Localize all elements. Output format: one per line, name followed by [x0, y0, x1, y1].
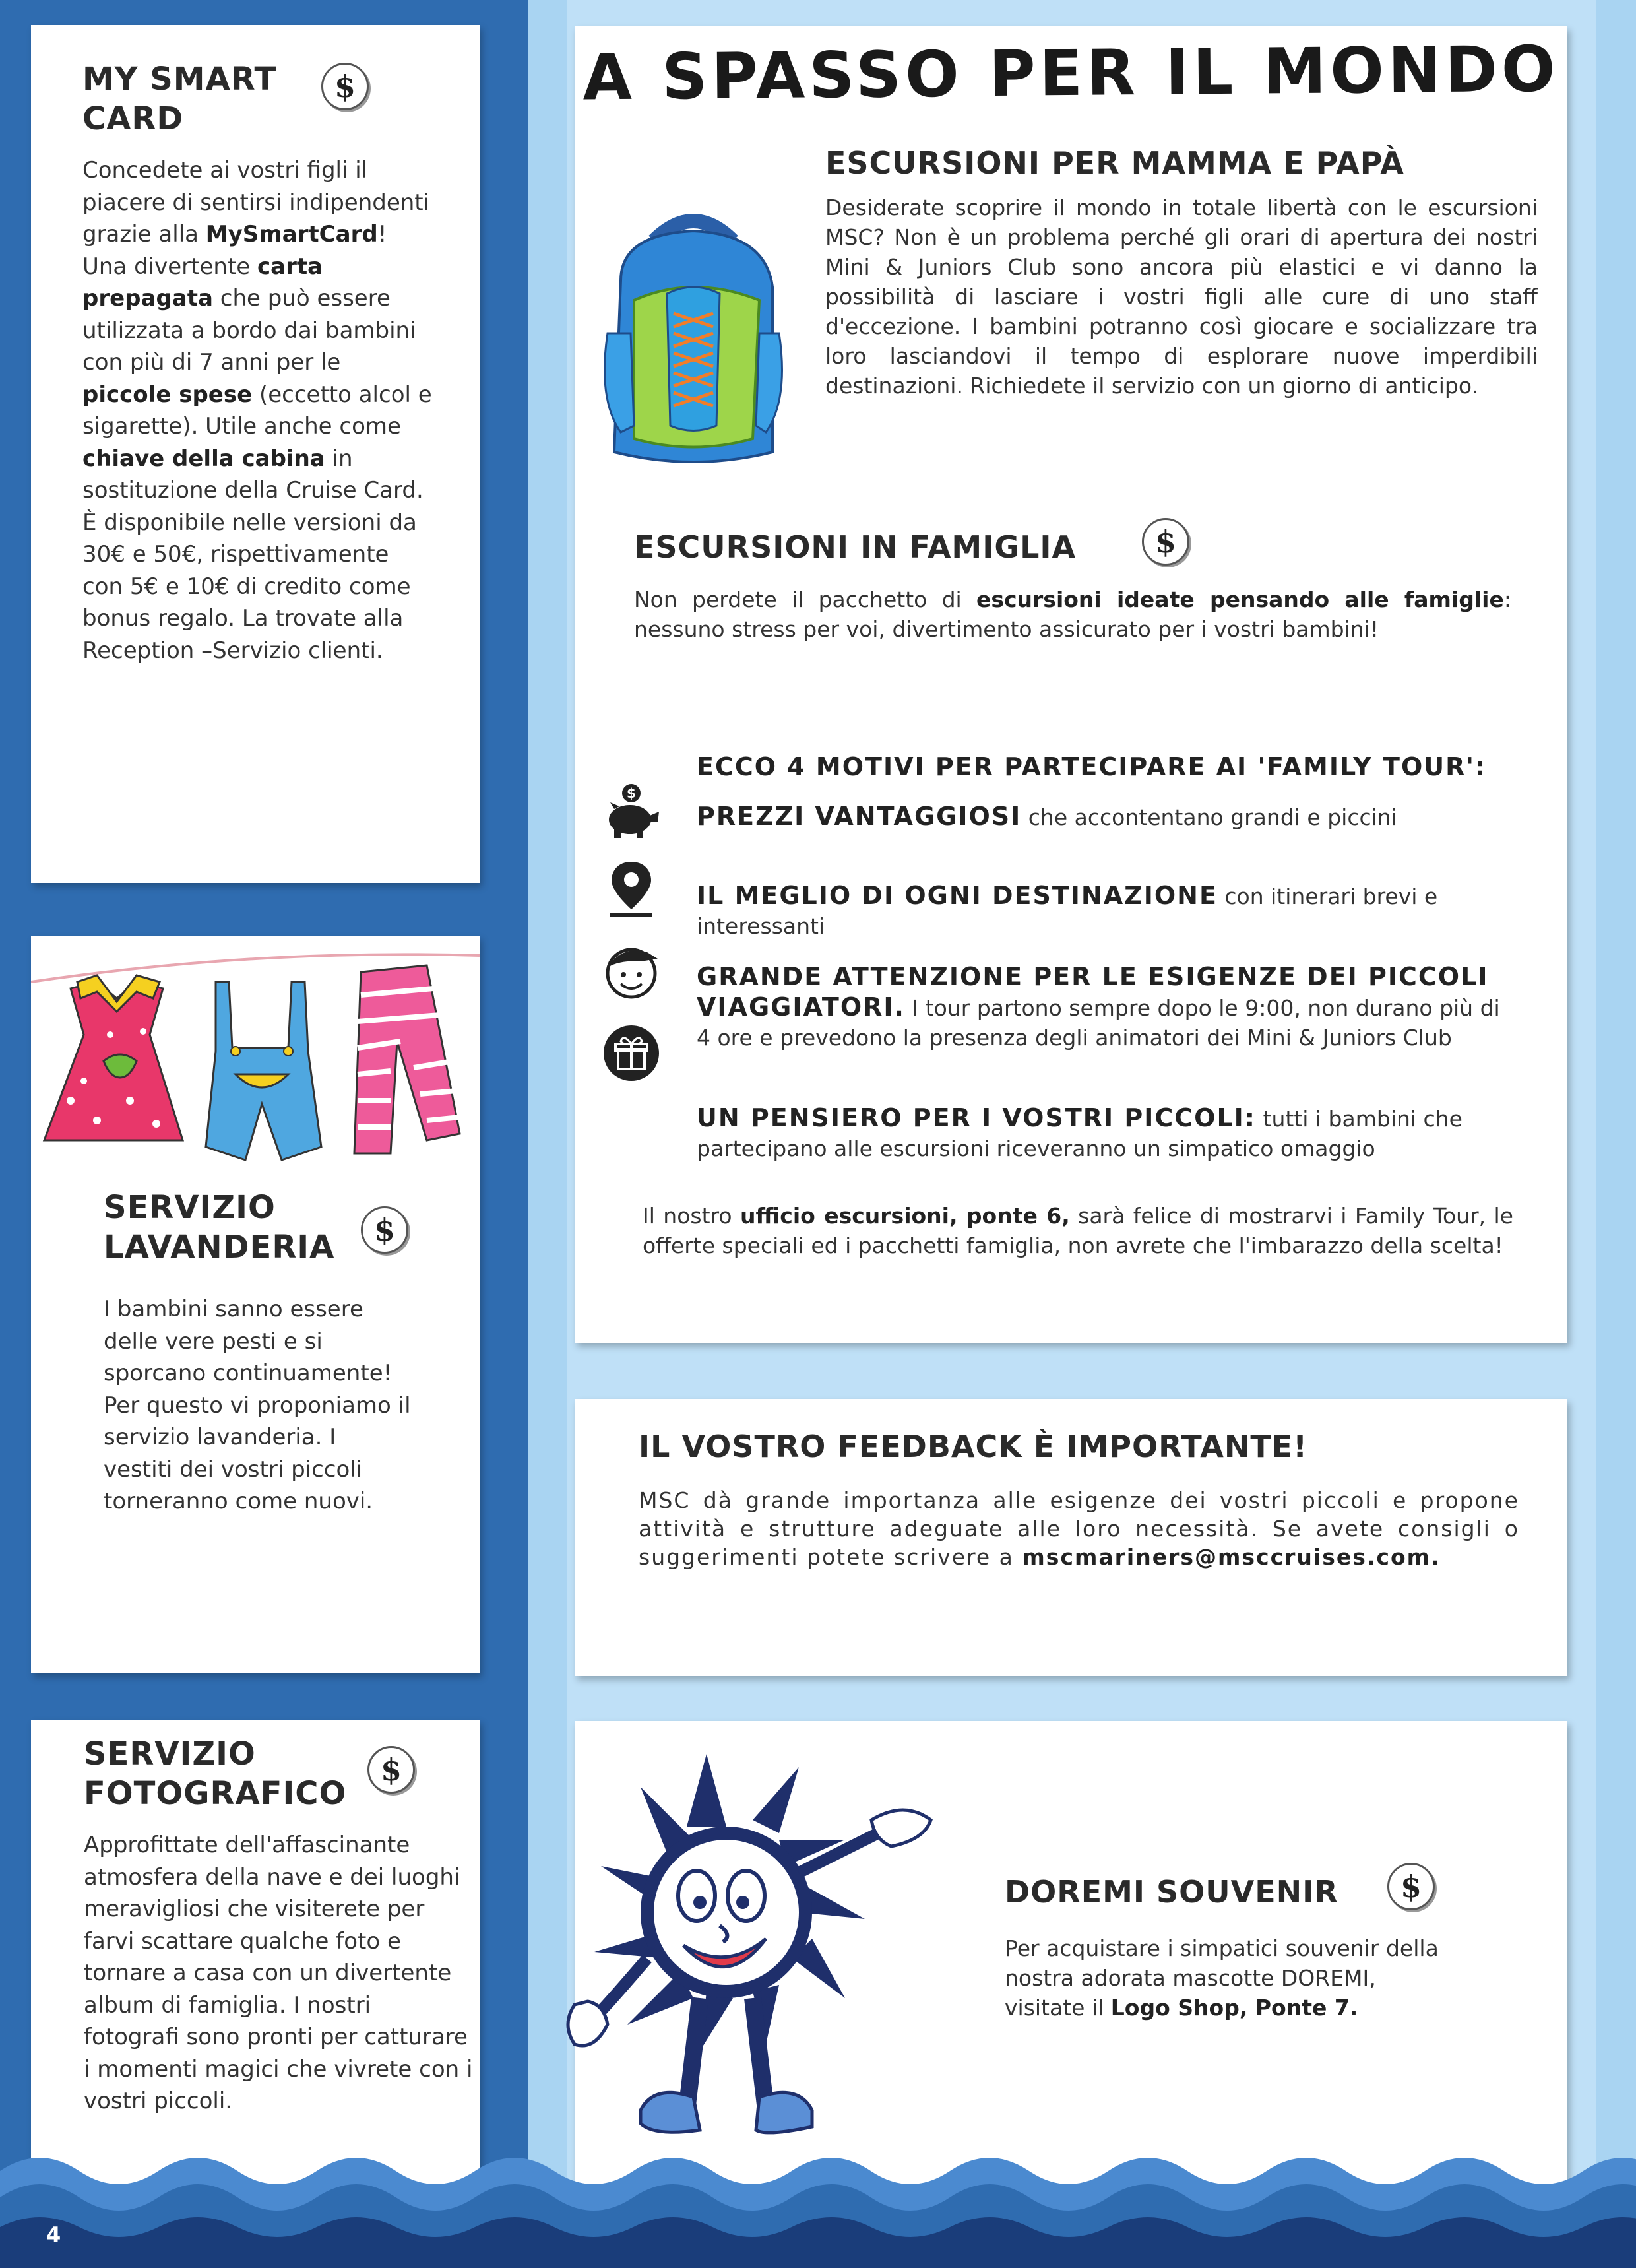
lavanderia-text — [104, 1293, 473, 1518]
text-line: Approfittate dell'affascinante — [84, 1832, 410, 1858]
overalls-illustration — [206, 982, 321, 1160]
dress-illustration — [44, 975, 183, 1140]
smart-card-title: MY SMART CARD — [82, 61, 277, 137]
text-line: vostri piccoli. — [84, 2088, 233, 2114]
text-line: chiave della cabina in — [82, 445, 353, 472]
text-line: Concedete ai vostri figli il — [82, 157, 368, 183]
ufficio-text: Il nostro ufficio escursioni, ponte 6, sarà felice di mostrarvi i Family Tour, le offerte speciali ed i pacchetti famiglia, non avrete che l'imbarazzo della scelta! — [643, 1203, 1513, 1258]
wave-footer — [0, 2145, 1636, 2268]
text-line: i momenti magici che vivrete con i — [84, 2056, 473, 2083]
fotografico-text — [84, 1829, 473, 2118]
location-pin-icon — [601, 858, 662, 919]
dollar-icon: $ — [1142, 518, 1189, 566]
dollar-icon: $ — [1387, 1863, 1435, 1910]
motivo-item: GRANDE ATTENZIONE PER LE ESIGENZE DEI PICCOLI VIAGGIATORI. I tour partono sempre dopo le 9:00, non durano più di 4 ore e prevedono la presenza degli animatori dei Mini & Juniors Club — [697, 962, 1500, 1051]
text-line: atmosfera della nave e dei luoghi — [84, 1863, 460, 1891]
motivo-item: PREZZI VANTAGGIOSI che accontentano grandi e piccini — [697, 802, 1397, 831]
smart-card-text — [82, 154, 472, 666]
clothesline-illustration — [31, 936, 480, 1186]
doremi-panel — [575, 1721, 1567, 2196]
motivo-item: IL MEGLIO DI OGNI DESTINAZIONE con itinerari brevi e interessanti — [697, 881, 1438, 939]
feedback-panel — [575, 1399, 1567, 1676]
mamma-papa-heading: ESCURSIONI PER MAMMA E PAPÀ — [825, 145, 1404, 181]
svg-text:$: $ — [627, 785, 636, 801]
motivi-heading: ECCO 4 MOTIVI PER PARTECIPARE AI 'FAMILY TOUR': — [697, 752, 1487, 781]
famiglia-text: Non perdete il pacchetto di escursioni ideate pensando alle famiglie: nessuno stress per voi, divertimento assicurato per i vostri bambini! — [634, 587, 1511, 642]
text-line: album di famiglia. I nostri — [84, 1992, 371, 2019]
mamma-papa-text: Desiderate scoprire il mondo in totale libertà con le escursioni MSC? Non è un problema perché gli orari di apertura dei nostri Mini & Juniors Club sono ancora più elastici e vi danno la possibilità di lasciare i vostri figli alle cure di uno staff d'eccezione. I bambini potranno così giocare e socializzare tra loro lasciandovi il tempo di esplorare nuove imperdibili destinazioni. Richiedete il servizio con un giorno di anticipo. — [825, 195, 1538, 399]
text-line: tornare a casa con un divertente — [84, 1960, 452, 1986]
text-line: Per questo vi proponiamo il — [104, 1392, 411, 1419]
famiglia-heading: ESCURSIONI IN FAMIGLIA — [634, 529, 1077, 565]
main-panel — [575, 26, 1567, 1343]
text-line: I bambini sanno essere — [104, 1296, 363, 1322]
text-line: grazie alla MySmartCard! — [82, 221, 387, 247]
text-line: vestiti dei vostri piccoli — [104, 1456, 363, 1483]
main-title: A SPASSO PER IL MONDO — [582, 32, 1559, 115]
lavanderia-title: SERVIZIO LAVANDERIA — [104, 1189, 335, 1266]
text-line: piacere di sentirsi indipendenti — [82, 189, 430, 216]
dollar-icon: $ — [321, 63, 369, 110]
page-number: 4 — [46, 2222, 61, 2248]
text-line: delle vere pesti e si — [104, 1328, 323, 1355]
feedback-heading: IL VOSTRO FEEDBACK È IMPORTANTE! — [639, 1429, 1308, 1464]
motivo-item: UN PENSIERO PER I VOSTRI PICCOLI: tutti i bambini che partecipano alle escursioni riceveranno un simpatico omaggio — [697, 1103, 1463, 1161]
text-line: sporcano continuamente! — [104, 1360, 393, 1386]
dollar-icon: $ — [361, 1206, 408, 1254]
text-line: servizio lavanderia. I — [104, 1424, 336, 1450]
text-line: utilizzata a bordo dai bambini — [82, 317, 416, 344]
smart-card-panel — [31, 25, 480, 883]
text-line: sostituzione della Cruise Card. — [82, 477, 424, 503]
text-line: con più di 7 anni per le — [82, 349, 341, 375]
text-line: con 5€ e 10€ di credito come — [82, 573, 411, 600]
fotografico-panel — [31, 1720, 480, 2195]
doremi-heading: DOREMI SOUVENIR — [1005, 1874, 1338, 1910]
trousers-illustration — [354, 965, 460, 1153]
text-line: 30€ e 50€, rispettivamente — [82, 541, 389, 567]
text-line: sigarette). Utile anche come — [82, 413, 401, 439]
feedback-text: MSC dà grande importanza alle esigenze dei vostri piccoli e propone attività e strutture adeguate alle loro necessità. Se avete consigli o suggerimenti potete scrivere a mscmariners@msccruises.com. — [639, 1487, 1519, 1570]
gift-icon — [601, 1023, 662, 1084]
text-line: bonus regalo. La trovate alla — [82, 605, 404, 632]
text-line: Reception –Servizio clienti. — [82, 637, 383, 664]
dollar-icon: $ — [367, 1746, 415, 1794]
text-line: È disponibile nelle versioni da — [82, 509, 417, 536]
text-line: farvi scattare qualche foto e — [84, 1928, 401, 1955]
backpack-illustration — [594, 201, 792, 478]
kid-face-icon — [601, 940, 662, 1001]
text-line: piccole spese (eccetto alcol e — [82, 381, 432, 408]
text-line: Una divertente carta — [82, 253, 323, 280]
fotografico-title: SERVIZIO FOTOGRAFICO — [84, 1735, 347, 1812]
text-line: prepagata che può essere — [82, 285, 391, 311]
piggy-bank-icon — [601, 779, 662, 839]
text-line: torneranno come nuovi. — [104, 1488, 373, 1514]
lavanderia-panel — [31, 936, 480, 1673]
doremi-text: Per acquistare i simpatici souvenir della nostra adorata mascotte DOREMI, visitate il Logo Shop, Ponte 7. — [1005, 1935, 1439, 2021]
text-line: fotografi sono pronti per catturare — [84, 2024, 468, 2050]
text-line: meravigliosi che visiterete per — [84, 1896, 425, 1922]
